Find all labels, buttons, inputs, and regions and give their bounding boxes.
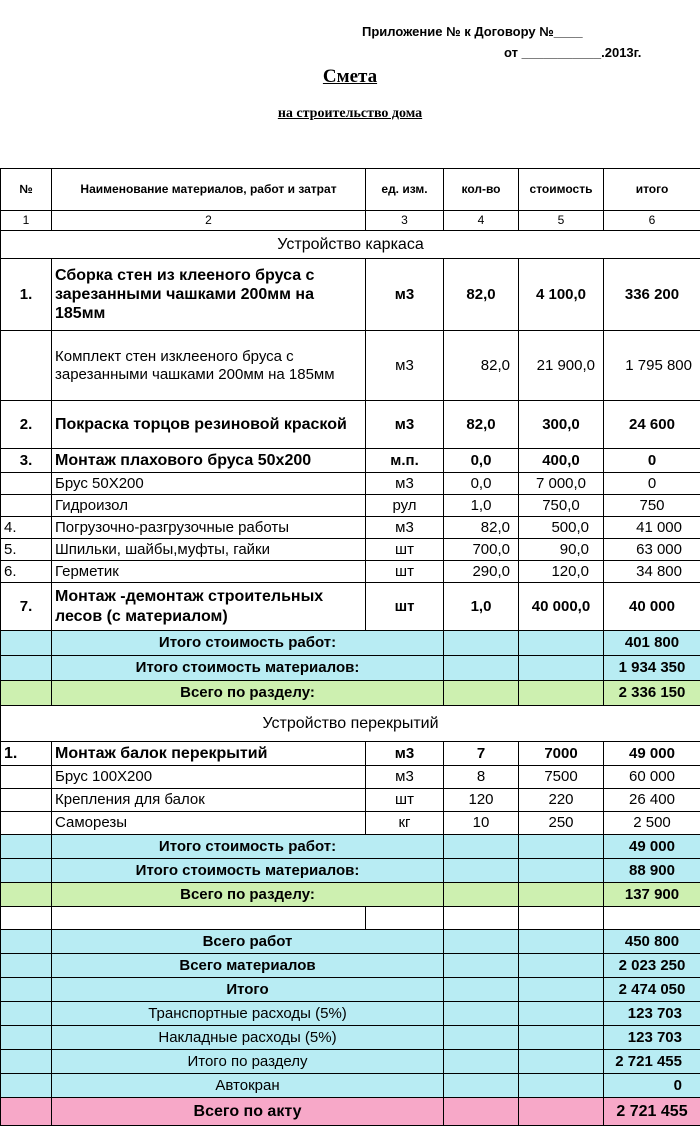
empty-cell	[444, 907, 519, 930]
table-row	[1, 495, 700, 517]
row-name: Брус 50Х200	[52, 473, 366, 495]
estimate-table	[0, 168, 700, 1126]
col-header-unit: ед. изм.	[366, 169, 444, 211]
table-row	[1, 449, 700, 473]
column-number: 5	[519, 211, 604, 231]
empty-cell	[519, 1098, 604, 1126]
row-total: 2 500	[604, 812, 700, 835]
row-price: 300,0	[519, 401, 604, 449]
materials-total-row	[1, 859, 700, 883]
document-subtitle: на строительство дома	[277, 106, 423, 121]
row-price: 400,0	[519, 449, 604, 473]
table-row	[1, 742, 700, 766]
table-row	[1, 539, 700, 561]
row-qty: 120	[444, 789, 519, 812]
row-total: 336 200	[604, 259, 700, 331]
empty-cell	[519, 930, 604, 954]
table-row	[1, 473, 700, 495]
materials-total-value: 88 900	[604, 859, 700, 883]
summary-row	[1, 1002, 700, 1026]
empty-cell	[444, 978, 519, 1002]
empty-cell	[1, 1050, 52, 1074]
row-qty: 82,0	[444, 259, 519, 331]
row-name: Покраска торцов резиновой краской	[52, 401, 366, 449]
grand-total-value: 2 721 455	[604, 1098, 700, 1126]
summary-value: 450 800	[604, 930, 700, 954]
section-total-value: 137 900	[604, 883, 700, 907]
row-qty: 82,0	[444, 331, 519, 401]
row-qty: 0,0	[444, 449, 519, 473]
works-total-label: Итого стоимость работ:	[52, 631, 444, 656]
row-total: 49 000	[604, 742, 700, 766]
row-unit: шт	[366, 539, 444, 561]
empty-cell	[1, 1026, 52, 1050]
empty-cell	[366, 907, 444, 930]
summary-label: Транспортные расходы (5%)	[52, 1002, 444, 1026]
row-total: 60 000	[604, 766, 700, 789]
col-header-qty: кол-во	[444, 169, 519, 211]
row-qty: 82,0	[444, 401, 519, 449]
row-total: 1 795 800	[604, 331, 700, 401]
spacer-row	[1, 907, 700, 930]
summary-label: Накладные расходы (5%)	[52, 1026, 444, 1050]
empty-cell	[444, 656, 519, 681]
empty-cell	[1, 1002, 52, 1026]
row-qty: 1,0	[444, 583, 519, 631]
table-row	[1, 766, 700, 789]
row-num	[1, 812, 52, 835]
row-name: Сборка стен из клееного бруса с зарезанными чашками 200мм на 185мм	[52, 259, 366, 331]
row-unit: м3	[366, 331, 444, 401]
row-unit: шт	[366, 789, 444, 812]
empty-cell	[444, 1098, 519, 1126]
row-num: 5.	[1, 539, 52, 561]
column-number: 1	[1, 211, 52, 231]
row-num: 3.	[1, 449, 52, 473]
grand-total-row	[1, 1098, 700, 1126]
row-price: 7 000,0	[519, 473, 604, 495]
summary-value: 123 703	[604, 1002, 700, 1026]
empty-cell	[519, 1050, 604, 1074]
row-name: Герметик	[52, 561, 366, 583]
empty-cell	[1, 883, 52, 907]
section-total-row	[1, 883, 700, 907]
header-row	[1, 169, 700, 211]
column-number: 4	[444, 211, 519, 231]
summary-row	[1, 1026, 700, 1050]
row-qty: 700,0	[444, 539, 519, 561]
row-num: 4.	[1, 517, 52, 539]
table-row	[1, 331, 700, 401]
section-total-value: 2 336 150	[604, 681, 700, 706]
empty-cell	[444, 681, 519, 706]
row-price: 40 000,0	[519, 583, 604, 631]
row-total: 34 800	[604, 561, 700, 583]
empty-cell	[1, 656, 52, 681]
row-unit: кг	[366, 812, 444, 835]
works-total-row	[1, 835, 700, 859]
row-price: 220	[519, 789, 604, 812]
row-num: 1.	[1, 742, 52, 766]
date-line: от ___________.2013г.	[504, 45, 642, 60]
empty-cell	[444, 1074, 519, 1098]
empty-cell	[519, 835, 604, 859]
section-total-row	[1, 681, 700, 706]
row-unit: м.п.	[366, 449, 444, 473]
empty-cell	[1, 1098, 52, 1126]
section-title-row	[1, 231, 700, 259]
row-unit: м3	[366, 473, 444, 495]
col-header-name: Наименование материалов, работ и затрат	[52, 169, 366, 211]
empty-cell	[444, 631, 519, 656]
row-total: 0	[604, 449, 700, 473]
empty-cell	[519, 1002, 604, 1026]
row-name: Шпильки, шайбы,муфты, гайки	[52, 539, 366, 561]
summary-label: Всего работ	[52, 930, 444, 954]
empty-cell	[444, 883, 519, 907]
row-qty: 290,0	[444, 561, 519, 583]
empty-cell	[519, 631, 604, 656]
summary-value: 2 023 250	[604, 954, 700, 978]
empty-cell	[519, 859, 604, 883]
row-name: Погрузочно-разгрузочные работы	[52, 517, 366, 539]
empty-cell	[444, 954, 519, 978]
row-unit: м3	[366, 401, 444, 449]
materials-total-row	[1, 656, 700, 681]
empty-cell	[519, 978, 604, 1002]
summary-row	[1, 1050, 700, 1074]
works-total-value: 401 800	[604, 631, 700, 656]
row-unit: м3	[366, 742, 444, 766]
empty-cell	[1, 835, 52, 859]
empty-cell	[1, 631, 52, 656]
row-unit: рул	[366, 495, 444, 517]
table-row	[1, 789, 700, 812]
section-title: Устройство каркаса	[1, 231, 700, 259]
empty-cell	[444, 835, 519, 859]
summary-label: Всего материалов	[52, 954, 444, 978]
row-name: Саморезы	[52, 812, 366, 835]
summary-value: 123 703	[604, 1026, 700, 1050]
row-qty: 10	[444, 812, 519, 835]
works-total-value: 49 000	[604, 835, 700, 859]
table-row	[1, 259, 700, 331]
row-num	[1, 495, 52, 517]
summary-row	[1, 954, 700, 978]
row-total: 0	[604, 473, 700, 495]
row-name: Монтаж балок перекрытий	[52, 742, 366, 766]
empty-cell	[519, 681, 604, 706]
row-price: 90,0	[519, 539, 604, 561]
row-num: 6.	[1, 561, 52, 583]
empty-cell	[519, 907, 604, 930]
empty-cell	[1, 859, 52, 883]
col-header-num: №	[1, 169, 52, 211]
row-num: 1.	[1, 259, 52, 331]
row-qty: 0,0	[444, 473, 519, 495]
section-total-label: Всего по разделу:	[52, 883, 444, 907]
empty-cell	[1, 1074, 52, 1098]
row-total: 63 000	[604, 539, 700, 561]
empty-cell	[52, 907, 366, 930]
row-unit: шт	[366, 583, 444, 631]
empty-cell	[444, 1026, 519, 1050]
materials-total-value: 1 934 350	[604, 656, 700, 681]
row-unit: м3	[366, 259, 444, 331]
summary-label: Итого	[52, 978, 444, 1002]
summary-label: Итого по разделу	[52, 1050, 444, 1074]
row-total: 24 600	[604, 401, 700, 449]
row-name: Комплект стен изклееного бруса с зарезанными чашками 200мм на 185мм	[52, 331, 366, 401]
summary-value: 0	[604, 1074, 700, 1098]
empty-cell	[444, 1002, 519, 1026]
column-number: 2	[52, 211, 366, 231]
materials-total-label: Итого стоимость материалов:	[52, 859, 444, 883]
summary-label: Автокран	[52, 1074, 444, 1098]
row-price: 120,0	[519, 561, 604, 583]
document-title: Смета	[322, 66, 378, 87]
materials-total-label: Итого стоимость материалов:	[52, 656, 444, 681]
col-header-total: итого	[604, 169, 700, 211]
row-price: 7500	[519, 766, 604, 789]
row-name: Крепления для балок	[52, 789, 366, 812]
empty-cell	[444, 859, 519, 883]
row-total: 41 000	[604, 517, 700, 539]
empty-cell	[519, 1074, 604, 1098]
row-qty: 82,0	[444, 517, 519, 539]
grand-total-label: Всего по акту	[52, 1098, 444, 1126]
empty-cell	[519, 954, 604, 978]
row-num	[1, 331, 52, 401]
row-num	[1, 766, 52, 789]
table-row	[1, 812, 700, 835]
row-qty: 7	[444, 742, 519, 766]
table-row	[1, 561, 700, 583]
empty-cell	[1, 978, 52, 1002]
empty-cell	[1, 907, 52, 930]
row-price: 750,0	[519, 495, 604, 517]
summary-value: 2 721 455	[604, 1050, 700, 1074]
row-name: Монтаж -демонтаж строительных лесов (с материалом)	[52, 583, 366, 631]
empty-cell	[604, 907, 700, 930]
column-number: 6	[604, 211, 700, 231]
row-num	[1, 789, 52, 812]
section-title: Устройство перекрытий	[1, 706, 700, 742]
empty-cell	[1, 681, 52, 706]
row-num: 2.	[1, 401, 52, 449]
column-number-row	[1, 211, 700, 231]
section-total-label: Всего по разделу:	[52, 681, 444, 706]
table-row	[1, 583, 700, 631]
summary-row	[1, 978, 700, 1002]
row-price: 7000	[519, 742, 604, 766]
row-price: 21 900,0	[519, 331, 604, 401]
summary-value: 2 474 050	[604, 978, 700, 1002]
empty-cell	[519, 1026, 604, 1050]
column-number: 3	[366, 211, 444, 231]
row-price: 500,0	[519, 517, 604, 539]
row-name: Гидроизол	[52, 495, 366, 517]
works-total-row	[1, 631, 700, 656]
row-name: Монтаж плахового бруса 50х200	[52, 449, 366, 473]
row-total: 26 400	[604, 789, 700, 812]
row-qty: 8	[444, 766, 519, 789]
col-header-price: стоимость	[519, 169, 604, 211]
row-qty: 1,0	[444, 495, 519, 517]
row-unit: шт	[366, 561, 444, 583]
row-price: 250	[519, 812, 604, 835]
appendix-line: Приложение № к Договору №____	[362, 24, 583, 39]
summary-row	[1, 1074, 700, 1098]
table-row	[1, 401, 700, 449]
empty-cell	[1, 954, 52, 978]
empty-cell	[519, 883, 604, 907]
empty-cell	[519, 656, 604, 681]
row-name: Брус 100Х200	[52, 766, 366, 789]
row-num: 7.	[1, 583, 52, 631]
empty-cell	[1, 930, 52, 954]
empty-cell	[444, 1050, 519, 1074]
row-unit: м3	[366, 517, 444, 539]
row-total: 40 000	[604, 583, 700, 631]
summary-row	[1, 930, 700, 954]
row-total: 750	[604, 495, 700, 517]
section-title-row	[1, 706, 700, 742]
empty-cell	[444, 930, 519, 954]
row-unit: м3	[366, 766, 444, 789]
row-price: 4 100,0	[519, 259, 604, 331]
works-total-label: Итого стоимость работ:	[52, 835, 444, 859]
table-row	[1, 517, 700, 539]
row-num	[1, 473, 52, 495]
